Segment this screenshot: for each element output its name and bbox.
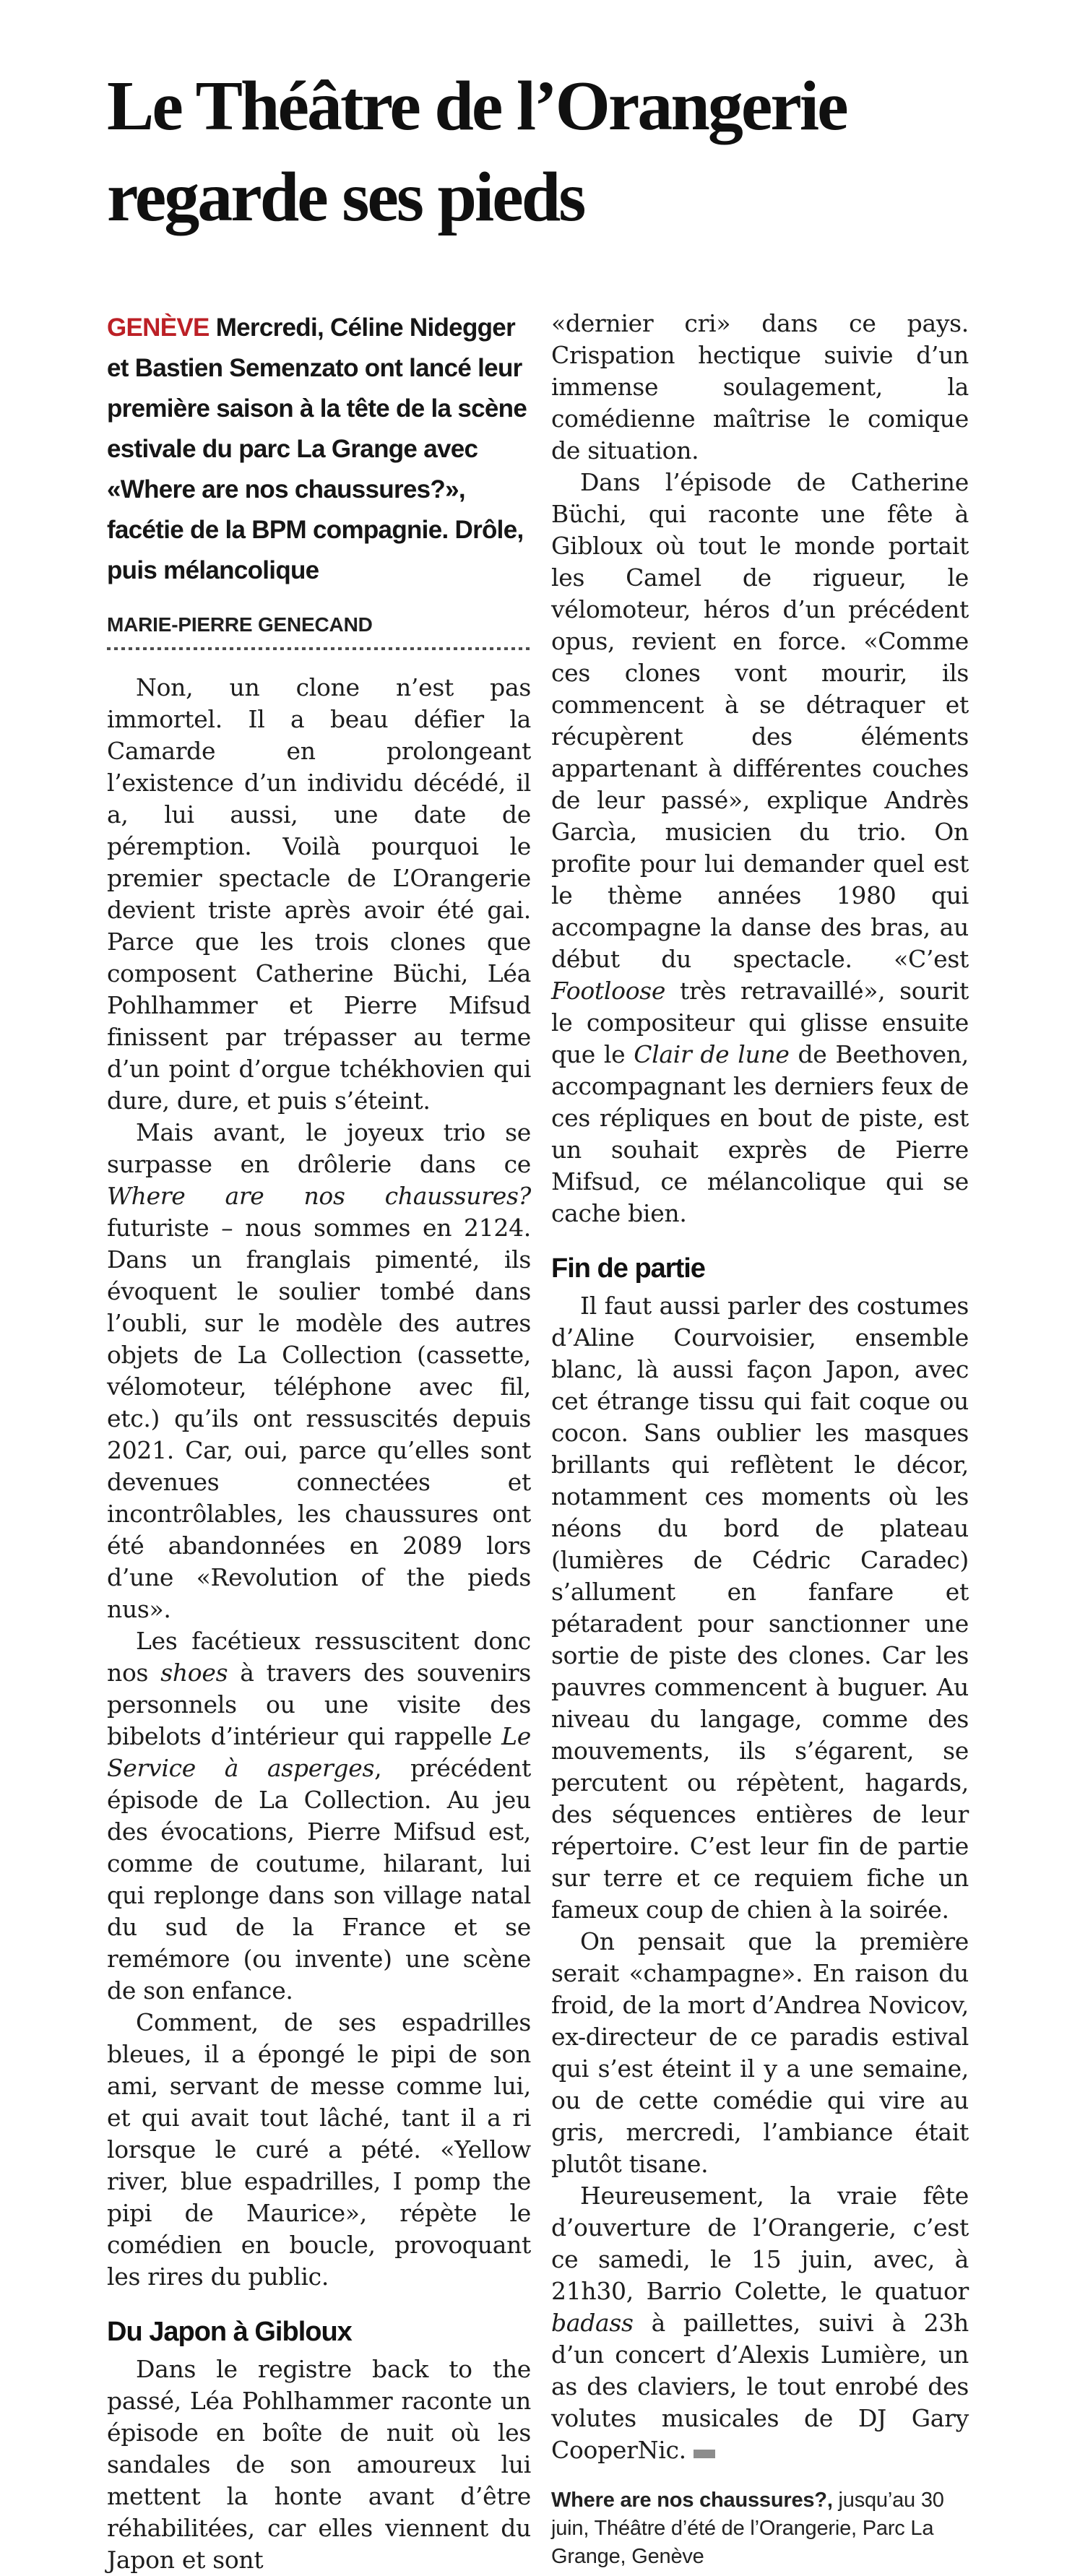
body-paragraph — [551, 1926, 969, 2180]
title-line-2: regarde ses pieds — [107, 158, 584, 236]
text-run: de Beethoven, accompagnant les derniers feux de ces répliques en bout de piste, est un souhait exprès de Pierre Mifsud, ce mélancolique qui se cache bien. — [551, 1040, 969, 1227]
body-paragraph — [107, 1117, 531, 1625]
text-run: , précédent épisode de La Collection. Au jeu des évocations, Pierre Mifsud est, comme de coutume, hilarant, lui qui replonge dans son village natal du sud de la France et se remémore (ou invente) une scène de son enfance. — [107, 1754, 531, 2005]
body-paragraph — [107, 672, 531, 1117]
info-footer — [551, 2486, 969, 2571]
text-run: Mais avant, le joyeux trio se surpasse en drôlerie dans ce — [107, 1118, 531, 1178]
text-run: Il faut aussi parler des costumes d’Aline Courvoisier, ensemble blanc, là aussi façon Japon, avec cet étrange tissu qui fait coque ou cocon. Sans oublier les masques brillants qui reflètent le décor, notamment ces moments où les néons du bord de plateau (lumières de Cédric Caradec) s’allument en fanfare et pétaradent pour sanctionner une sortie de piste des clones. Car les pauvres commencent à buguer. Au niveau du langage, comme des mouvements, ils s’égarent, se percutent ou répètent, hagards, des séquences entières de leur répertoire. C’est leur fin de partie sur terre et ce requiem fiche un fameux coup de chien à la soirée. — [551, 1292, 969, 1924]
body-paragraph — [551, 2180, 969, 2466]
text-run: Le Service à asperges — [107, 1722, 531, 1782]
text-run: Where are nos chaussures? — [107, 1182, 531, 1210]
text-run: Mercredi, Céline Nidegger et Bastien Semenzato ont lancé leur première saison à la tête de la scène estivale du parc La Grange avec «Where are nos chaussures?», facétie de la BPM compagnie. Drôle, puis mélancolique — [107, 314, 527, 584]
text-run: Dans le registre back to the passé, Léa Pohlhammer raconte un épisode en boîte de nuit où les sandales de son amoureux lui mettent la honte avant d’être réhabilitées, car elles viennent du Japon et sont — [107, 2355, 531, 2574]
text-run: futuriste – nous sommes en 2124. Dans un franglais pimenté, ils évoquent le soulier tombé dans l’oubli, sur le modèle des autres objets de La Collection (cassette, vélomoteur, téléphone avec fil, etc.) qu’ils ont ressuscités depuis 2021. Car, oui, parce qu’elles sont devenues connectées et incontrôlables, les chaussures ont été abandonnées en 2089 lors d’une «Revolution of the pieds nus». — [107, 1214, 531, 1623]
text-run: très retravaillé», sourit le compositeur qui glisse ensuite que le — [551, 977, 969, 1068]
body-paragraph — [551, 308, 969, 467]
text-run: jusqu’au 30 juin, Théâtre d’été de l’Orangerie, Parc La Grange, Genève — [551, 2489, 944, 2568]
location-label: GENÈVE — [107, 314, 216, 342]
text-run: Clair de lune — [634, 1040, 790, 1068]
text-run: Dans l’épisode de Catherine Büchi, qui raconte une fête à Gibloux où tout le monde portait les Camel de rigueur, le vélomoteur, héros d’un précédent opus, revient en force. «Comme ces clones vont mourir, ils commencent à se détraquer et récupèrent des éléments appartenant à différentes couches de leur passé», explique Andrès Garcìa, musicien du trio. On profite pour lui demander quel est le thème années 1980 qui accompagne la danse des bras, au début du spectacle. «C’est — [551, 468, 969, 973]
end-mark-icon — [694, 2450, 715, 2458]
body-paragraph — [551, 1290, 969, 1926]
article-page — [107, 0, 969, 2576]
text-run: On pensait que la première serait «champagne». En raison du froid, de la mort d’Andrea Novicov, ex-directeur de ce paradis estival qui s’est éteint il y a une semaine, ou de cette comédie qui vire au gris, mercredi, l’ambiance était plutôt tisane. — [551, 1927, 969, 2178]
text-run: Footloose — [551, 977, 666, 1005]
text-run: Les facétieux ressuscitent donc nos — [107, 1627, 531, 1687]
section-subhead: Fin de partie — [551, 1253, 705, 1284]
text-run: Non, un clone n’est pas immortel. Il a beau défier la Camarde en prolongeant l’existence d’un individu décédé, il a, lui aussi, une date de péremption. Voilà pourquoi le premier spectacle de L’Orangerie devient triste après avoir été gai. Parce que les trois clones que composent Catherine Büchi, Léa Pohlhammer et Pierre Mifsud finissent par trépasser au terme d’un point d’orgue tchékhovien qui dure, dure, et puis s’éteint. — [107, 673, 531, 1115]
text-run: à travers des souvenirs personnels ou une visite des bibelots d’intérieur qui rappelle — [107, 1659, 531, 1750]
text-run: badass — [551, 2309, 634, 2337]
body-paragraph — [107, 1625, 531, 2007]
body-paragraph — [107, 2007, 531, 2293]
text-run: Heureusement, la vraie fête d’ouverture de l’Orangerie, c’est ce samedi, le 15 juin, avec, à 21h30, Barrio Colette, le quatuor — [551, 2182, 969, 2305]
body-paragraph — [551, 467, 969, 1229]
body-paragraph — [107, 2354, 531, 2576]
column-right — [551, 308, 969, 2571]
column-left — [107, 308, 531, 2576]
byline-rule — [107, 647, 531, 650]
text-run: «dernier cri» dans ce pays. Crispation hectique suivie d’un immense soulagement, la comédienne maîtrise le comique de situation. — [551, 309, 969, 464]
text-run: Comment, de ses espadrilles bleues, il a épongé le pipi de son ami, servant de messe comme lui, et qui avait tout lâché, tant il a ri lorsque le curé a pété. «Yellow river, blue espadrilles, I pomp the pipi de Maurice», répète le comédien en boucle, provoquant les rires du public. — [107, 2008, 531, 2291]
text-run: à paillettes, suivi à 23h d’un concert d’Alexis Lumière, un as des claviers, le tout enrobé des volutes musicales de DJ Gary CooperNic. — [551, 2309, 969, 2464]
byline: MARIE-PIERRE GENECAND — [107, 613, 373, 636]
title-line-1: Le Théâtre de l’Orangerie — [107, 67, 847, 145]
text-run: shoes — [160, 1659, 228, 1687]
text-run: Where are nos chaussures?, — [551, 2489, 833, 2512]
article-columns — [107, 308, 969, 2576]
lead-paragraph — [107, 308, 531, 591]
section-subhead: Du Japon à Gibloux — [107, 2317, 352, 2347]
article-title — [107, 61, 969, 243]
